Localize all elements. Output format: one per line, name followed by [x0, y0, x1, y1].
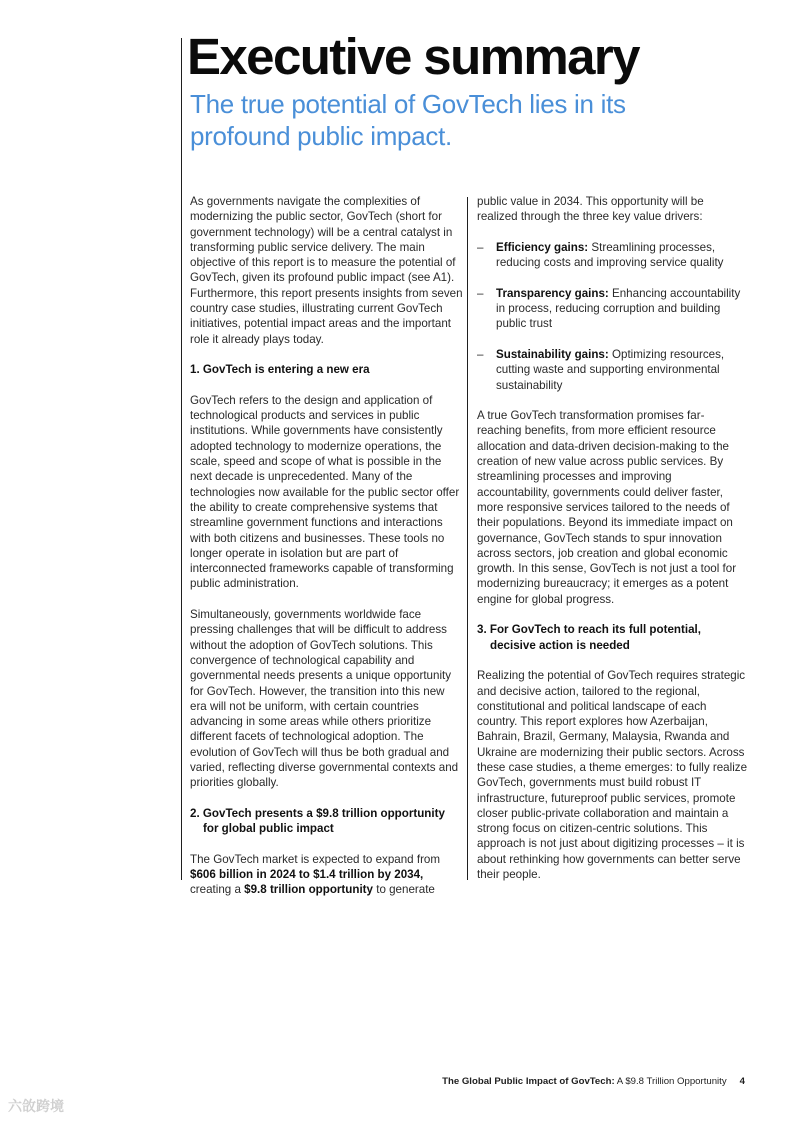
right-column [477, 194, 747, 898]
page-subtitle: The true potential of GovTech lies in its profound public impact. [190, 89, 626, 151]
left-accent-rule [181, 38, 182, 880]
s2-tail: to generate [376, 883, 435, 897]
driver-label: Transparency gains: [496, 286, 609, 300]
footer-title-rest: A $9.8 Trillion Opportunity [614, 1076, 727, 1087]
list-item [477, 286, 747, 332]
page-footer [0, 1076, 745, 1087]
page-title: Executive summary [187, 28, 639, 85]
s2-bold-opportunity: $9.8 trillion opportunity [244, 883, 373, 897]
left-column [190, 194, 463, 913]
section-1-paragraph-2: Simultaneously, governments worldwide face pressing challenges that will be difficult to address without the adoption of GovTech solutions. This convergence of technological capability and governmental needs presents a unique opportunity for GovTech. However, the transition into this new era will not be uniform, with certain countries advancing in some areas while others prioritize different facets of technological adoption. The evolution of GovTech will thus be both gradual and varied, reflecting diverse governmental contexts and priorities globally. [190, 608, 459, 790]
section-3-paragraph: Realizing the potential of GovTech requires strategic and decisive action, tailored to the regional, constitutional and political landscape of each country. This report explores how Azerbaijan, Bahrain, Brazil, Germany, Malaysia, Rwanda and Ukraine are modernizing their public sectors. Across these case studies, a theme emerges: to fully realize GovTech, governments must build robust IT infrastructure, futureproof public services, promote closer public-private collaboration and maintain a strong focus on citizen-centric solutions. This approach is not just about digitizing processes – it is about rethinking how governments can better serve their people. [477, 669, 748, 882]
driver-text: Enhancing accountability in process, reducing corruption and building public trust [496, 286, 741, 331]
footer-title-bold: The Global Public Impact of GovTech: [442, 1076, 615, 1087]
driver-text: Optimizing resources, cutting waste and supporting environmental sustainability [496, 347, 725, 392]
column-divider-rule [467, 197, 468, 880]
section-2-paragraph [190, 852, 463, 898]
section-2-heading: 2. GovTech presents a $9.8 trillion opportunity for global public impact [190, 806, 445, 836]
driver-text: Streamlining processes, reducing costs and improving service quality [496, 240, 724, 270]
section-1-heading: 1. GovTech is entering a new era [190, 363, 370, 377]
intro-paragraph: As governments navigate the complexities of modernizing the public sector, GovTech (short for government technology) will be a central catalyst in transforming public service delivery. The main objective of this report is to measure the potential of GovTech, given its profound public impact (see A1). Furthermore, this report presents insights from seven country case studies, illustrating current GovTech initiatives, potential impact areas and the important role it already plays today. [190, 195, 463, 346]
s2-lead: The GovTech market is expected to expand from [190, 852, 441, 866]
list-item [477, 240, 747, 271]
s2-bold-market: $606 billion in 2024 to $1.4 trillion by 2034, [190, 868, 424, 882]
driver-label: Efficiency gains: [496, 240, 589, 254]
page-number: 4 [739, 1076, 745, 1087]
dash-marker: – [477, 240, 484, 254]
dash-marker: – [477, 286, 484, 300]
s2-mid: creating a [190, 883, 241, 897]
continuation-paragraph: public value in 2034. This opportunity will be realized through the three key value drivers: [477, 195, 704, 224]
dash-marker: – [477, 347, 484, 361]
driver-label: Sustainability gains: [496, 347, 609, 361]
watermark-logo: 六㪉跨境 [8, 1098, 64, 1114]
benefits-paragraph: A true GovTech transformation promises far-reaching benefits, from more efficient resource allocation and data-driven decision-making to the creation of new value across public services. By streamlining processes and improving accountability, governments could deliver faster, more responsive services tailored to the needs of their populations. Beyond its immediate impact on governance, GovTech stands to spur innovation across sectors, job creation and global economic growth. In this sense, GovTech is not just a tool for modernizing bureaucracy; it emerges as a potent engine for global progress. [477, 409, 737, 606]
section-3-heading: 3. For GovTech to reach its full potential, decisive action is needed [477, 623, 701, 652]
value-drivers-list [477, 240, 747, 393]
list-item [477, 347, 747, 393]
section-1-paragraph-1: GovTech refers to the design and application of technological products and services in public institutions. While governments have consistently adopted technology to modernize operations, the scale, speed and scope of what is possible in the next decade is unprecedented. Many of the technologies now available for the public sector offer the ability to create comprehensive systems that streamline government functions and interactions with both citizens and businesses. These tools no longer operate in isolation but are part of interconnected frameworks capable of transforming public administration. [190, 393, 460, 591]
